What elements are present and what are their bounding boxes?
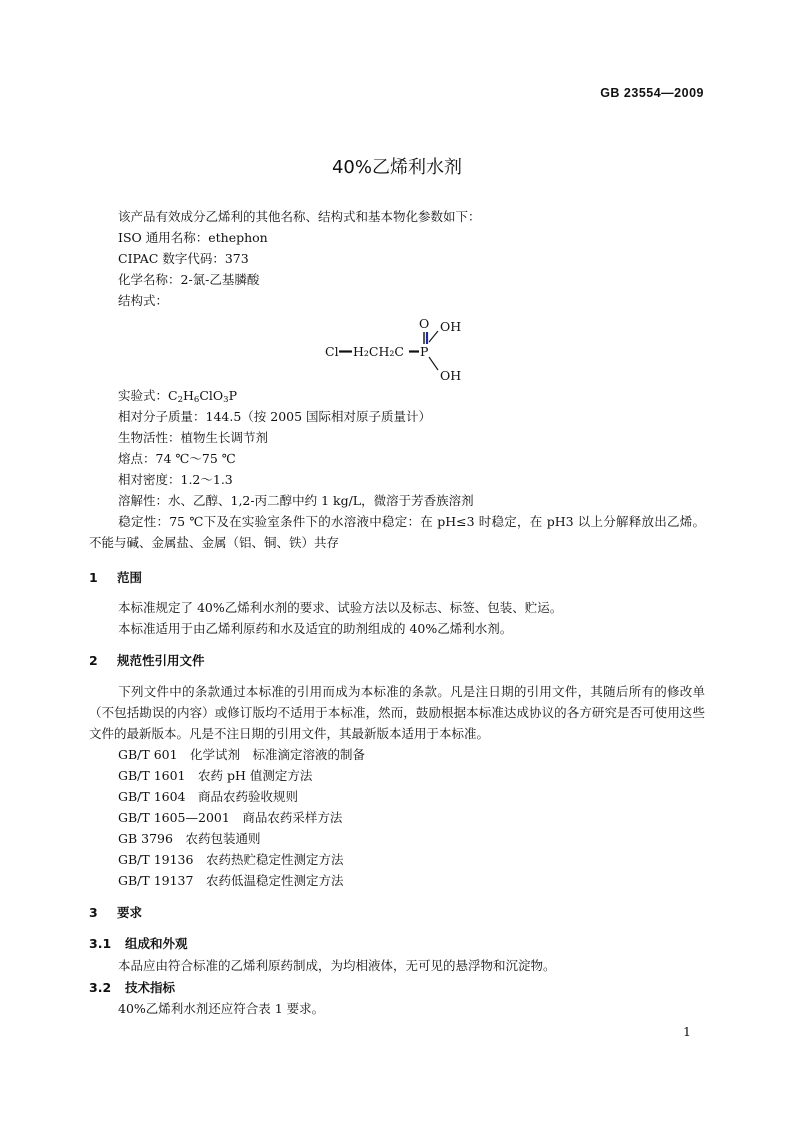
cipac-code: CIPAC 数字代码：373	[118, 251, 249, 266]
document-title: 40%乙烯利水剂	[331, 157, 462, 178]
reference-item: GB/T 1604 商品农药验收规则	[118, 789, 299, 804]
section-1-paragraph-1: 本标准规定了 40%乙烯利水剂的要求、试验方法以及标志、标签、包装、贮运。	[118, 600, 563, 615]
formula-chain: H₂CH₂C	[353, 344, 404, 359]
formula-bond-oh1	[429, 331, 438, 342]
formula-cl: Cl	[325, 344, 339, 359]
iso-name: ISO 通用名称：ethephon	[118, 230, 268, 245]
molar-mass: 相对分子质量：144.5（按 2005 国际相对原子质量计）	[118, 409, 432, 424]
density: 相对密度：1.2～1.3	[118, 472, 233, 487]
section-3-1-heading: 3.1 组成和外观	[89, 936, 188, 951]
melting-point: 熔点：74 ℃～75 ℃	[118, 451, 236, 466]
reference-item: GB/T 1605—2001 商品农药采样方法	[118, 810, 343, 825]
reference-item: GB/T 19137 农药低温稳定性测定方法	[118, 873, 344, 888]
structural-formula	[320, 312, 480, 386]
reference-item: GB/T 1601 农药 pH 值测定方法	[118, 768, 313, 783]
formula-oh2: OH	[440, 368, 462, 383]
formula-o: O	[419, 316, 430, 331]
section-3-2-text: 40%乙烯利水剂还应符合表 1 要求。	[118, 1001, 325, 1016]
section-2-paragraph: 下列文件中的条款通过本标准的引用而成为本标准的条款。凡是注日期的引用文件，其随后所有的修改单（不包括勘误的内容）或修订版均不适用于本标准，然而，鼓励根据本标准达成协议的各方研究是否可使用这些文件的最新版本。凡是不注日期的引用文件，其最新版本适用于本标准。	[89, 684, 705, 741]
section-2-heading: 2 规范性引用文件	[89, 653, 205, 668]
stability-paragraph: 稳定性：75 ℃下及在实验室条件下的水溶液中稳定：在 pH≤3 时稳定，在 pH3 以上分解释放出乙烯。不能与碱、金属盐、金属（铝、铜、铁）共存	[89, 514, 705, 550]
section-1-heading: 1 范围	[89, 570, 143, 585]
reference-item: GB/T 19136 农药热贮稳定性测定方法	[118, 852, 344, 867]
reference-item: GB/T 601 化学试剂 标准滴定溶液的制备	[118, 747, 366, 762]
empirical-formula: 实验式：$C_2H_6ClO_3P$	[118, 388, 237, 405]
standard-code: GB 23554—2009	[600, 86, 704, 100]
section-1-paragraph-2: 本标准适用于由乙烯利原药和水及适宜的助剂组成的 40%乙烯利水剂。	[118, 621, 513, 636]
formula-oh1: OH	[440, 319, 462, 334]
formula-bond-oh2	[429, 357, 438, 370]
solubility: 溶解性：水、乙醇、1,2-丙二醇中约 1 kg/L，微溶于芳香族溶剂	[118, 493, 474, 508]
page-number: 1	[683, 1024, 691, 1039]
reference-item: GB 3796 农药包装通则	[118, 831, 261, 846]
bioactivity: 生物活性：植物生长调节剂	[118, 430, 269, 445]
structure-label: 结构式：	[118, 293, 169, 308]
section-3-1-text: 本品应由符合标准的乙烯利原药制成，为均相液体，无可见的悬浮物和沉淀物。	[118, 958, 556, 973]
formula-label: 实验式：	[118, 388, 169, 403]
intro-lead: 该产品有效成分乙烯利的其他名称、结构式和基本物化参数如下：	[118, 209, 481, 224]
chemical-name: 化学名称：2-氯-乙基膦酸	[118, 272, 260, 287]
section-3-heading: 3 要求	[89, 905, 143, 920]
formula-p: P	[420, 344, 429, 359]
section-3-2-heading: 3.2 技术指标	[89, 980, 176, 995]
